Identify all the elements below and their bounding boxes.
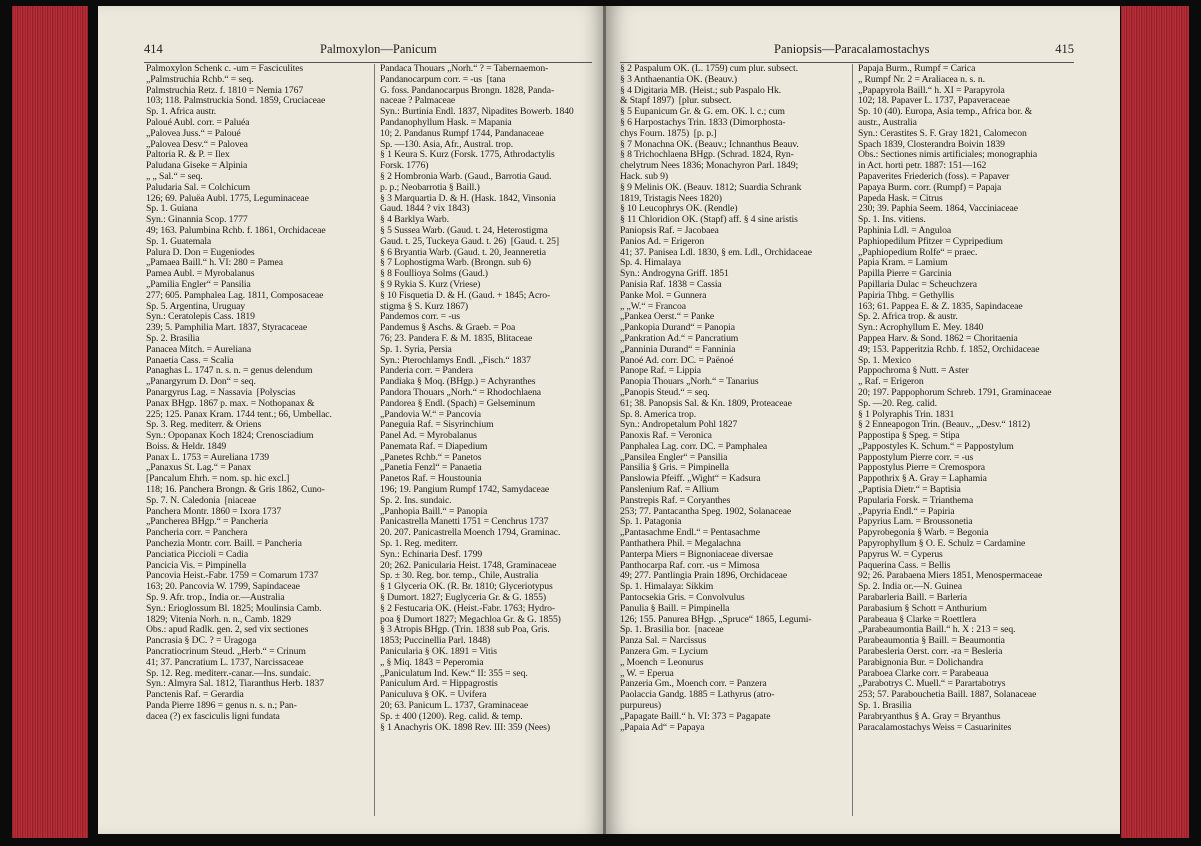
- text-line: „Panninia Durand“ = Fanninia: [620, 344, 736, 355]
- text-line: 126; 155. Panurea BHgp. „Spruce“ 1865, Legumi-: [620, 614, 812, 625]
- text-line: Pantocsekia Gris. = Convolvulus: [620, 593, 745, 604]
- text-line: „Panaxus St. Lag.“ = Panax: [146, 463, 252, 474]
- text-line: Pancheria corr. = Panchera: [146, 528, 248, 539]
- text-line: naceae ? Palmaceae: [380, 96, 456, 107]
- text-line: Paraboea Clarke corr. = Parabeaua: [858, 668, 989, 679]
- text-line: 41; 37. Pancratium L. 1737, Narcissaceae: [146, 657, 304, 668]
- text-line: „Palmstruchia Rchb.“ = seq.: [146, 74, 254, 85]
- text-line: 20; 63. Panicum L. 1737, Graminaceae: [380, 701, 529, 712]
- text-line: Sp. ± 30. Reg. bor. temp., Chile, Australia: [380, 571, 539, 582]
- text-line: „Pamaea Baill.“ h. VI: 280 = Pamea: [146, 258, 283, 269]
- text-line: Panios Ad. = Erigeron: [620, 236, 705, 247]
- text-line: „Pansilea Engler“ = Pansilia: [620, 452, 728, 463]
- text-line: Paniculuva § OK. = Uvifera: [380, 690, 487, 701]
- text-line: § 2 Enneapogon Trin. (Beauv., „Desv.“ 1812): [858, 420, 1031, 431]
- text-line: Syn.: Burtinia Endl. 1837, Nipadites Bowerb. 1840: [380, 107, 574, 118]
- left-running-head: [98, 42, 606, 60]
- left-column-2: [380, 64, 602, 733]
- text-line: 10; 2. Pandanus Rumpf 1744, Pandanaceae: [380, 128, 544, 139]
- text-line: Pandemus § Aschs. & Graeb. = Poa: [380, 323, 516, 334]
- text-line: „Paniculatum Ind. Kew.“ II: 355 = seq.: [380, 668, 528, 679]
- text-line: 20. 207. Panicastrella Moench 1794, Graminac.: [380, 528, 561, 539]
- text-line: Obs.: apud Radlk. gen. 2, sed vix sectiones: [146, 625, 309, 636]
- text-line: Parabasium § Schott = Anthurium: [858, 603, 987, 614]
- text-line: „Papagate Baill.“ h. VI: 373 = Pagapate: [620, 711, 771, 722]
- text-line: „Pantasachme Endl.“ = Pentasachme: [620, 528, 760, 539]
- text-line: § 8 Trichochlaena BHgp. (Schrad. 1824, Ryn-: [620, 150, 794, 161]
- text-line: 118; 16. Panchera Brongn. & Gris 1862, Cuno-: [146, 485, 325, 496]
- text-line: 196; 19. Pangium Rumpf 1742, Samydaceae: [380, 485, 550, 496]
- text-line: Pansilia § Gris. = Pimpinella: [620, 463, 729, 474]
- text-line: Pancrasia § DC. ? = Uragoga: [146, 636, 257, 647]
- book-edge-right: [1121, 6, 1189, 838]
- text-line: „Paphiopedium Rolfe“ = praec.: [858, 247, 978, 258]
- text-line: § 11 Chloridion OK. (Stapf) aff. § 4 sine aristis: [620, 215, 798, 226]
- text-line: „Parabeaumontia Baill.“ h. X : 213 = seq.: [858, 625, 1016, 636]
- text-line: Sp. 12. Reg. mediterr.-canar.—Ins. sundaic.: [146, 668, 311, 679]
- text-line: Paracalamostachys Weiss = Casuarinites: [858, 722, 1012, 733]
- book-edge-left: [12, 6, 88, 838]
- text-line: Syn.: Ginannia Scop. 1777: [146, 215, 248, 226]
- text-line: Sp. 2. Africa trop. & austr.: [858, 312, 958, 323]
- text-line: Papeda Hask. = Citrus: [858, 193, 943, 204]
- text-line: § 3 Anthaenantia OK. (Beauv.): [620, 74, 737, 85]
- text-line: Pandanocarpum corr. = -us [tana: [380, 74, 506, 85]
- left-page: [98, 6, 606, 834]
- text-line: poa § Dumort 1827; Megachloa Gr. & G. 1855): [380, 614, 561, 625]
- text-line: 253; 57. Parabouchetia Baill. 1887, Solanaceae: [858, 690, 1037, 701]
- text-line: Panax BHgp. 1867 p. max. = Nothopanax &: [146, 398, 315, 409]
- text-line: Syn.: Andropetalum Pohl 1827: [620, 420, 738, 431]
- text-line: Syn.: Cerastites S. F. Gray 1821, Calomecon: [858, 128, 1027, 139]
- text-line: „Panetes Rchb.“ = Panetos: [380, 452, 482, 463]
- text-line: Panax L. 1753 = Aureliana 1739: [146, 452, 269, 463]
- text-line: dacea (?) ex fasciculis ligni fundata: [146, 711, 280, 722]
- text-line: austr., Australia: [858, 117, 917, 128]
- text-line: Gaud. 1844 ? vix 1843): [380, 204, 470, 215]
- text-line: Parabignonia Bur. = Dolichandra: [858, 657, 984, 668]
- text-line: Papilla Pierre = Garcinia: [858, 269, 952, 280]
- text-line: Panterpa Miers = Bignoniaceae diversae: [620, 549, 773, 560]
- text-line: Sp. ± 400 (1200). Reg. calid. & temp.: [380, 711, 523, 722]
- text-line: Sp. 2. India or.—N. Guinea: [858, 582, 962, 593]
- text-line: Paloué Aubl. corr. = Paluéa: [146, 117, 250, 128]
- text-line: Sp. 1. Ins. vitiens.: [858, 215, 926, 226]
- text-line: § 9 Melinis OK. (Beauv. 1812; Suardia Schrank: [620, 182, 802, 193]
- text-line: Parabesleria Oerst. corr. -ra = Besleria: [858, 647, 1003, 658]
- text-line: Syn.: Acrophyllum E. Mey. 1840: [858, 323, 984, 334]
- left-column-1: [146, 64, 370, 723]
- text-line: in Act. horti petr. 1887: 151—162: [858, 161, 987, 172]
- text-line: Sp. 1. Guatemala: [146, 236, 212, 247]
- text-line: Papaya Burm. corr. (Rumpf) = Papaja: [858, 182, 1002, 193]
- text-line: § 7 Monachna OK. (Beauv.; Ichnanthus Beauv.: [620, 139, 799, 150]
- text-line: Pancicia Vis. = Pimpinella: [146, 560, 247, 571]
- text-line: „Papaia Ad“ = Papaya: [620, 722, 705, 733]
- text-line: Papiria Thbg. = Gethyllis: [858, 290, 954, 301]
- text-line: § 8 Foullioya Solms (Gaud.): [380, 269, 488, 280]
- text-line: Paniculum Ard. = Hippagrostis: [380, 679, 498, 690]
- text-line: „Pankea Oerst.“ = Panke: [620, 312, 715, 323]
- text-line: Pandora Thouars „Norh.“ = Rhodochlaena: [380, 387, 542, 398]
- text-line: Pappochroma § Nutt. = Aster: [858, 366, 969, 377]
- text-line: „Panopis Steud.“ = seq.: [620, 387, 710, 398]
- text-line: Pappothrix § A. Gray = Laphamia: [858, 474, 987, 485]
- left-running-title: Palmoxylon—Panicum: [320, 42, 437, 56]
- text-line: Panargyrus Lag. = Nassavia [Polyscias: [146, 387, 296, 398]
- text-line: 92; 26. Parabaena Miers 1851, Menospermaceae: [858, 571, 1043, 582]
- text-line: Panetos Raf. = Houstounia: [380, 474, 482, 485]
- text-line: „ „ Sal.“ = seq.: [146, 171, 203, 182]
- text-line: Sp. 1. Reg. mediterr.: [380, 539, 458, 550]
- text-line: Panda Pierre 1896 = genus n. s. n.; Pan-: [146, 701, 297, 712]
- text-line: chelytrum Nees 1836; Monachyron Parl. 1849;: [620, 161, 799, 172]
- text-line: Paniopsis Raf. = Jacobaea: [620, 225, 719, 236]
- text-line: „ W. = Eperua: [620, 668, 674, 679]
- text-line: „Pankration Ad.“ = Pancratium: [620, 333, 739, 344]
- text-line: Palura D. Don = Eugeniodes: [146, 247, 255, 258]
- text-line: Panderia corr. = Pandera: [380, 366, 473, 377]
- text-line: Panctenis Raf. = Gerardia: [146, 690, 244, 701]
- text-line: Panope Raf. = Lippia: [620, 366, 701, 377]
- text-line: § 1 Polyraphis Trin. 1831: [858, 409, 955, 420]
- text-line: chys Fourn. 1875) [p. p.]: [620, 128, 717, 139]
- text-line: 41; 37. Panisea Ldl. 1830, § em. Ldl., Orchidaceae: [620, 247, 812, 258]
- right-running-title: Paniopsis—Paracalamostachys: [774, 42, 930, 56]
- right-page: [606, 6, 1120, 834]
- text-line: 1829; Vitenia Norh. n. n., Camb. 1829: [146, 614, 291, 625]
- text-line: 230; 39. Paphia Seem. 1864, Vacciniaceae: [858, 204, 1018, 215]
- text-line: Syn.: Androgyna Griff. 1851: [620, 269, 729, 280]
- text-line: § 3 Atropis BHgp. (Trin. 1838 sub Poa, Gris.: [380, 625, 550, 636]
- text-line: § 9 Rykia S. Kurz (Vriese): [380, 279, 481, 290]
- text-line: Boiss. & Heldr. 1849: [146, 441, 227, 452]
- text-line: p. p.; Neobarrotia § Baill.): [380, 182, 480, 193]
- text-line: Panacea Mitch. = Aureliana: [146, 344, 252, 355]
- text-line: Panulia § Baill. = Pimpinella: [620, 603, 730, 614]
- text-line: „Papyria Endl.“ = Papiria: [858, 506, 955, 517]
- text-line: § 2 Paspalum OK. (L. 1759) cum plur. subsect.: [620, 64, 798, 74]
- text-line: § 5 Eupanicum Gr. & G. em. OK. l. c.; cum: [620, 107, 785, 118]
- text-line: Pandemos corr. = -us: [380, 312, 460, 323]
- text-line: Panemata Raf. = Diapedium: [380, 441, 488, 452]
- text-line: Pancovia Heist.-Fabr. 1759 = Comarum 1737: [146, 571, 319, 582]
- text-line: „Parabotrys C. Muell.“ = Parartabotrys: [858, 679, 1006, 690]
- text-line: Hack. sub 9): [620, 171, 669, 182]
- text-line: Panciatica Piccioli = Cadia: [146, 549, 249, 560]
- text-line: 20; 197. Pappophorum Schreb. 1791, Graminaceae: [858, 387, 1052, 398]
- text-line: Panaghas L. 1747 n. s. n. = genus delendum: [146, 366, 313, 377]
- text-line: Panzeria Gm., Moench corr. = Panzera: [620, 679, 767, 690]
- right-column-1: [620, 64, 850, 733]
- text-line: § 5 Sussea Warb. (Gaud. t. 24, Heterostigma: [380, 225, 548, 236]
- text-line: Papaverites Friederich (foss). = Papaver: [858, 171, 1010, 182]
- text-line: Pappostylum Pierre corr. = -us: [858, 452, 974, 463]
- text-line: 239; 5. Pamphilia Mart. 1837, Styracaceae: [146, 323, 308, 334]
- text-line: Sp. —130. Asia, Afr., Austral. trop.: [380, 139, 514, 150]
- text-line: § 7 Lophostigma Warb. (Brongn. sub 6): [380, 258, 531, 269]
- text-line: Sp. 7. N. Caledonia [niaceae: [146, 495, 257, 506]
- text-line: Parabeaua § Clarke = Roettlera: [858, 614, 977, 625]
- text-line: § 4 Digitaria MB. (Heist.; sub Paspalo Hk.: [620, 85, 782, 96]
- text-line: Syn.: Echinaria Desf. 1799: [380, 549, 483, 560]
- text-line: „ „W.“ = Francoa: [620, 301, 686, 312]
- text-line: 49; 153. Papperitzia Rchb. f. 1852, Orchidaceae: [858, 344, 1040, 355]
- text-line: Sp. 3. Reg. mediterr. & Oriens: [146, 420, 262, 431]
- text-line: Panstrepis Raf. = Coryanthes: [620, 495, 731, 506]
- text-line: Sp. 1. Guiana: [146, 204, 198, 215]
- text-line: 49; 277. Pantlingia Prain 1896, Orchidaceae: [620, 571, 788, 582]
- text-line: Sp. 10 (40). Europa, Asia temp., Africa bor. &: [858, 107, 1033, 118]
- text-line: Sp. 4. Himalaya: [620, 258, 681, 269]
- text-line: § 3 Marquartia D. & H. (Hask. 1842, Vinsonia: [380, 193, 556, 204]
- text-line: & Stapf 1897) [plur. subsect.: [620, 96, 732, 107]
- text-line: Pancratiocrinum Steud. „Herb.“ = Crinum: [146, 647, 306, 658]
- text-line: Pandanophyllum Hask. = Mapania: [380, 117, 512, 128]
- right-column-2: [858, 64, 1084, 733]
- left-header-rule: [144, 62, 592, 63]
- text-line: 103; 118. Palmstruckia Sond. 1859, Cruciaceae: [146, 96, 326, 107]
- text-line: Panaetia Cass. = Scalia: [146, 355, 234, 366]
- text-line: Panoxis Raf. = Veronica: [620, 431, 712, 442]
- text-line: Syn.: Erioglossum Bl. 1825; Moulinsia Camb.: [146, 603, 322, 614]
- text-line: Papia Kram. = Lamium: [858, 258, 948, 269]
- text-line: Syn.: Almyra Sal. 1812, Tiaranthus Herb. 1837: [146, 679, 324, 690]
- text-line: Obs.: Sectiones nimis artificiales; monographia: [858, 150, 1038, 161]
- text-line: Panthocarpa Raf. corr. -us = Mimosa: [620, 560, 760, 571]
- right-page-number: 415: [1055, 42, 1074, 56]
- text-line: Paludana Giseke = Alpinia: [146, 161, 248, 172]
- text-line: Pamea Aubl. = Myrobalanus: [146, 269, 255, 280]
- text-line: Paphiopedilum Pfitzer = Cypripedium: [858, 236, 1003, 247]
- text-line: Panicastrella Manetti 1751 = Cenchrus 1737: [380, 517, 549, 528]
- text-line: Paltoria R. & P. = Ilex: [146, 150, 230, 161]
- text-line: Papillaria Dulac = Scheuchzera: [858, 279, 977, 290]
- text-line: § 2 Hombronia Warb. (Gaud., Barrotia Gaud.: [380, 171, 552, 182]
- text-line: Syn.: Ceratolepis Cass. 1819: [146, 312, 255, 323]
- text-line: 1819, Tristagis Nees 1820): [620, 193, 722, 204]
- text-line: 49; 163. Palumbina Rchb. f. 1861, Orchidaceae: [146, 225, 326, 236]
- text-line: Sp. 1. Syria, Persia: [380, 344, 452, 355]
- text-line: Panslowia Pfeiff. „Wight“ = Kadsura: [620, 474, 761, 485]
- text-line: Papaja Burm., Rumpf = Carica: [858, 64, 976, 74]
- text-line: Sp. 2. Ins. sundaic.: [380, 495, 452, 506]
- text-line: Forsk. 1776): [380, 161, 429, 172]
- text-line: „ Moench = Leonurus: [620, 657, 704, 668]
- text-line: 225; 125. Panax Kram. 1744 tent.; 66, Umbellac.: [146, 409, 332, 420]
- text-line: Papyrus W. = Cyperus: [858, 549, 943, 560]
- text-line: Parabarleria Baill. = Barleria: [858, 593, 967, 604]
- text-line: Panchezia Montr. corr. Baill. = Pancheria: [146, 539, 302, 550]
- left-page-number: 414: [144, 42, 163, 56]
- text-line: 126; 69. Paluëa Aubl. 1775, Leguminaceae: [146, 193, 309, 204]
- text-line: Sp. 1. Patagonia: [620, 517, 682, 528]
- text-line: Panthathera Phil. = Megalachna: [620, 539, 741, 550]
- text-line: Sp. 1. Brasilia: [858, 701, 912, 712]
- text-line: 163; 61. Pappea E. & Z. 1835, Sapindaceae: [858, 301, 1023, 312]
- text-line: Sp. 1. Africa austr.: [146, 107, 217, 118]
- text-line: „ Raf. = Erigeron: [858, 377, 924, 388]
- left-column-divider: [374, 64, 375, 816]
- text-line: 102; 18. Papaver L. 1737, Papaveraceae: [858, 96, 1010, 107]
- text-line: Sp. 2. Brasilia: [146, 333, 200, 344]
- text-line: Panisia Raf. 1838 = Cassia: [620, 279, 722, 290]
- text-line: Sp. 5. Argentina, Uruguay: [146, 301, 246, 312]
- text-line: 76; 23. Pandera F. & M. 1835, Blitaceae: [380, 333, 533, 344]
- text-line: Palmstruchia Retz. f. 1810 = Nemia 1767: [146, 85, 304, 96]
- text-line: 1853; Puccinellia Parl. 1848): [380, 636, 491, 647]
- right-header-rule: [620, 62, 1074, 63]
- text-line: Sp. 9. Afr. trop., India or.—Australia: [146, 593, 285, 604]
- text-line: Pappea Harv. & Sond. 1862 = Choritaenia: [858, 333, 1018, 344]
- text-line: Paolaccia Gandg. 1885 = Lathyrus (atro-: [620, 690, 775, 701]
- text-line: „Paptisia Dietr.“ = Baptisia: [858, 485, 961, 496]
- text-line: [Pancalum Ehrh. = nom. sp. hic excl.]: [146, 474, 290, 485]
- text-line: Paneguia Raf. = Sisyrinchium: [380, 420, 494, 431]
- text-line: „Pandovia W.“ = Pancovia: [380, 409, 481, 420]
- text-line: Pandorea § Endl. (Spach) = Gelseminum: [380, 398, 536, 409]
- text-line: Parabeaumontia § Baill. = Beaumontia: [858, 636, 1005, 647]
- text-line: § 1 Keura S. Kurz (Forsk. 1775, Athrodactylis: [380, 150, 555, 161]
- text-line: Sp. 1. Mexico: [858, 355, 912, 366]
- text-line: § 1 Anachyris OK. 1898 Rev. III: 359 (Nees): [380, 722, 550, 733]
- text-line: Gaud. t. 25, Tuckeya Gaud. t. 26) [Gaud. t. 25]: [380, 236, 559, 247]
- text-line: § 6 Bryantia Warb. (Gaud. t. 20, Jeanneretia: [380, 247, 547, 258]
- text-line: Panphalea Lag. corr. DC. = Pamphalea: [620, 441, 768, 452]
- text-line: „Pappostyles K. Schum.“ = Pappostylum: [858, 441, 1014, 452]
- text-line: § 10 Leucophrys OK. (Rendle): [620, 204, 738, 215]
- text-line: „Pancherea BHgp.“ = Pancheria: [146, 517, 268, 528]
- text-line: § 4 Barklya Warb.: [380, 215, 449, 226]
- text-line: § Dumort. 1827; Euglyceria Gr. & G. 1855): [380, 593, 546, 604]
- text-line: Paphinia Ldl. = Anguloa: [858, 225, 952, 236]
- text-line: Pandaca Thouars „Norh.“ ? = Tabernaemon-: [380, 64, 549, 74]
- text-line: § 6 Harpostachys Trin. 1833 (Dimorphosta-: [620, 117, 786, 128]
- text-line: Panel Ad. = Myrobalanus: [380, 431, 477, 442]
- text-line: Spach 1839, Closterandra Boivin 1839: [858, 139, 1005, 150]
- text-line: § 2 Festucaria OK. (Heist.-Fabr. 1763; Hydro-: [380, 603, 555, 614]
- right-column-divider: [852, 64, 853, 816]
- text-line: Syn.: Opopanax Koch 1824; Crenosciadium: [146, 431, 314, 442]
- text-line: Paludaria Sal. = Colchicum: [146, 182, 251, 193]
- text-line: Panchera Montr. 1860 = Ixora 1737: [146, 506, 282, 517]
- text-line: „Panetia Fenzl“ = Panaetia: [380, 463, 482, 474]
- text-line: Sp. 8. America trop.: [620, 409, 697, 420]
- text-line: „Papapyrola Baill.“ h. XI = Parapyrola: [858, 85, 1005, 96]
- text-line: Sp. 1. Himalaya: Sikkim: [620, 582, 714, 593]
- text-line: Panza Sal. = Narcissus: [620, 636, 707, 647]
- text-line: 20; 262. Panicularia Heist. 1748, Graminaceae: [380, 560, 557, 571]
- text-line: purpureus): [620, 701, 661, 712]
- text-line: „Pankopia Durand“ = Panopia: [620, 323, 735, 334]
- text-line: „ Rumpf Nr. 2 = Araliacea n. s. n.: [858, 74, 985, 85]
- text-line: „Panhopia Baill.“ = Panopia: [380, 506, 488, 517]
- text-line: „Palovea Desv.“ = Palovea: [146, 139, 248, 150]
- text-line: Sp. 1. Brasilia bor. [naceae: [620, 625, 724, 636]
- text-line: § 1 Glyceria OK. (R. Br. 1810; Glyceriotypus: [380, 582, 553, 593]
- text-line: Panopia Thouars „Norh.“ = Tanarius: [620, 377, 759, 388]
- text-line: Panke Mol. = Gunnera: [620, 290, 707, 301]
- text-line: Panoé Ad. corr. DC. = Paënoé: [620, 355, 734, 366]
- text-line: Panicularia § OK. 1891 = Vitis: [380, 647, 497, 658]
- text-line: Paquerina Cass. = Bellis: [858, 560, 951, 571]
- text-line: Panzera Gm. = Lycium: [620, 647, 708, 658]
- text-line: 253; 77. Pantacantha Speg. 1902, Solanaceae: [620, 506, 792, 517]
- text-line: 163; 20. Pancovia W. 1799, Sapindaceae: [146, 582, 300, 593]
- text-line: Parabryanthus § A. Gray = Bryanthus: [858, 711, 1001, 722]
- text-line: Papyrobegonia § Warb. = Begonia: [858, 528, 989, 539]
- right-running-head: [606, 42, 1120, 60]
- text-line: Pappostipa § Speg. = Stipa: [858, 431, 960, 442]
- text-line: Papularia Forsk. = Trianthema: [858, 495, 974, 506]
- text-line: Pandiaka § Moq. (BHgp.) = Achyranthes: [380, 377, 536, 388]
- text-line: „Panargyrum D. Don“ = seq.: [146, 377, 256, 388]
- text-line: 277; 605. Pamphalea Lag. 1811, Composaceae: [146, 290, 324, 301]
- text-line: „Palovea Juss.“ = Paloué: [146, 128, 241, 139]
- text-line: Sp. —20. Reg. calid.: [858, 398, 937, 409]
- text-line: stigma § S. Kurz 1867): [380, 301, 468, 312]
- text-line: Pappostylus Pierre = Cremospora: [858, 463, 985, 474]
- text-line: „Pamilia Engler“ = Pansilia: [146, 279, 251, 290]
- text-line: Papyrophyllum § O. E. Schulz = Cardamine: [858, 539, 1026, 550]
- text-line: G. foss. Pandanocarpus Brongn. 1828, Panda-: [380, 85, 555, 96]
- text-line: Syn.: Pterochlamys Endl. „Fisch.“ 1837: [380, 355, 531, 366]
- text-line: Panslenium Raf. = Allium: [620, 485, 719, 496]
- text-line: § 10 Fisquetia D. & H. (Gaud. + 1845; Acro-: [380, 290, 551, 301]
- text-line: Papyrius Lam. = Broussonetia: [858, 517, 973, 528]
- text-line: Palmoxylon Schenk c. -um = Fasciculites: [146, 64, 304, 74]
- text-line: „ § Miq. 1843 = Peperomia: [380, 657, 484, 668]
- text-line: 61; 38. Panopsis Sal. & Kn. 1809, Proteaceae: [620, 398, 792, 409]
